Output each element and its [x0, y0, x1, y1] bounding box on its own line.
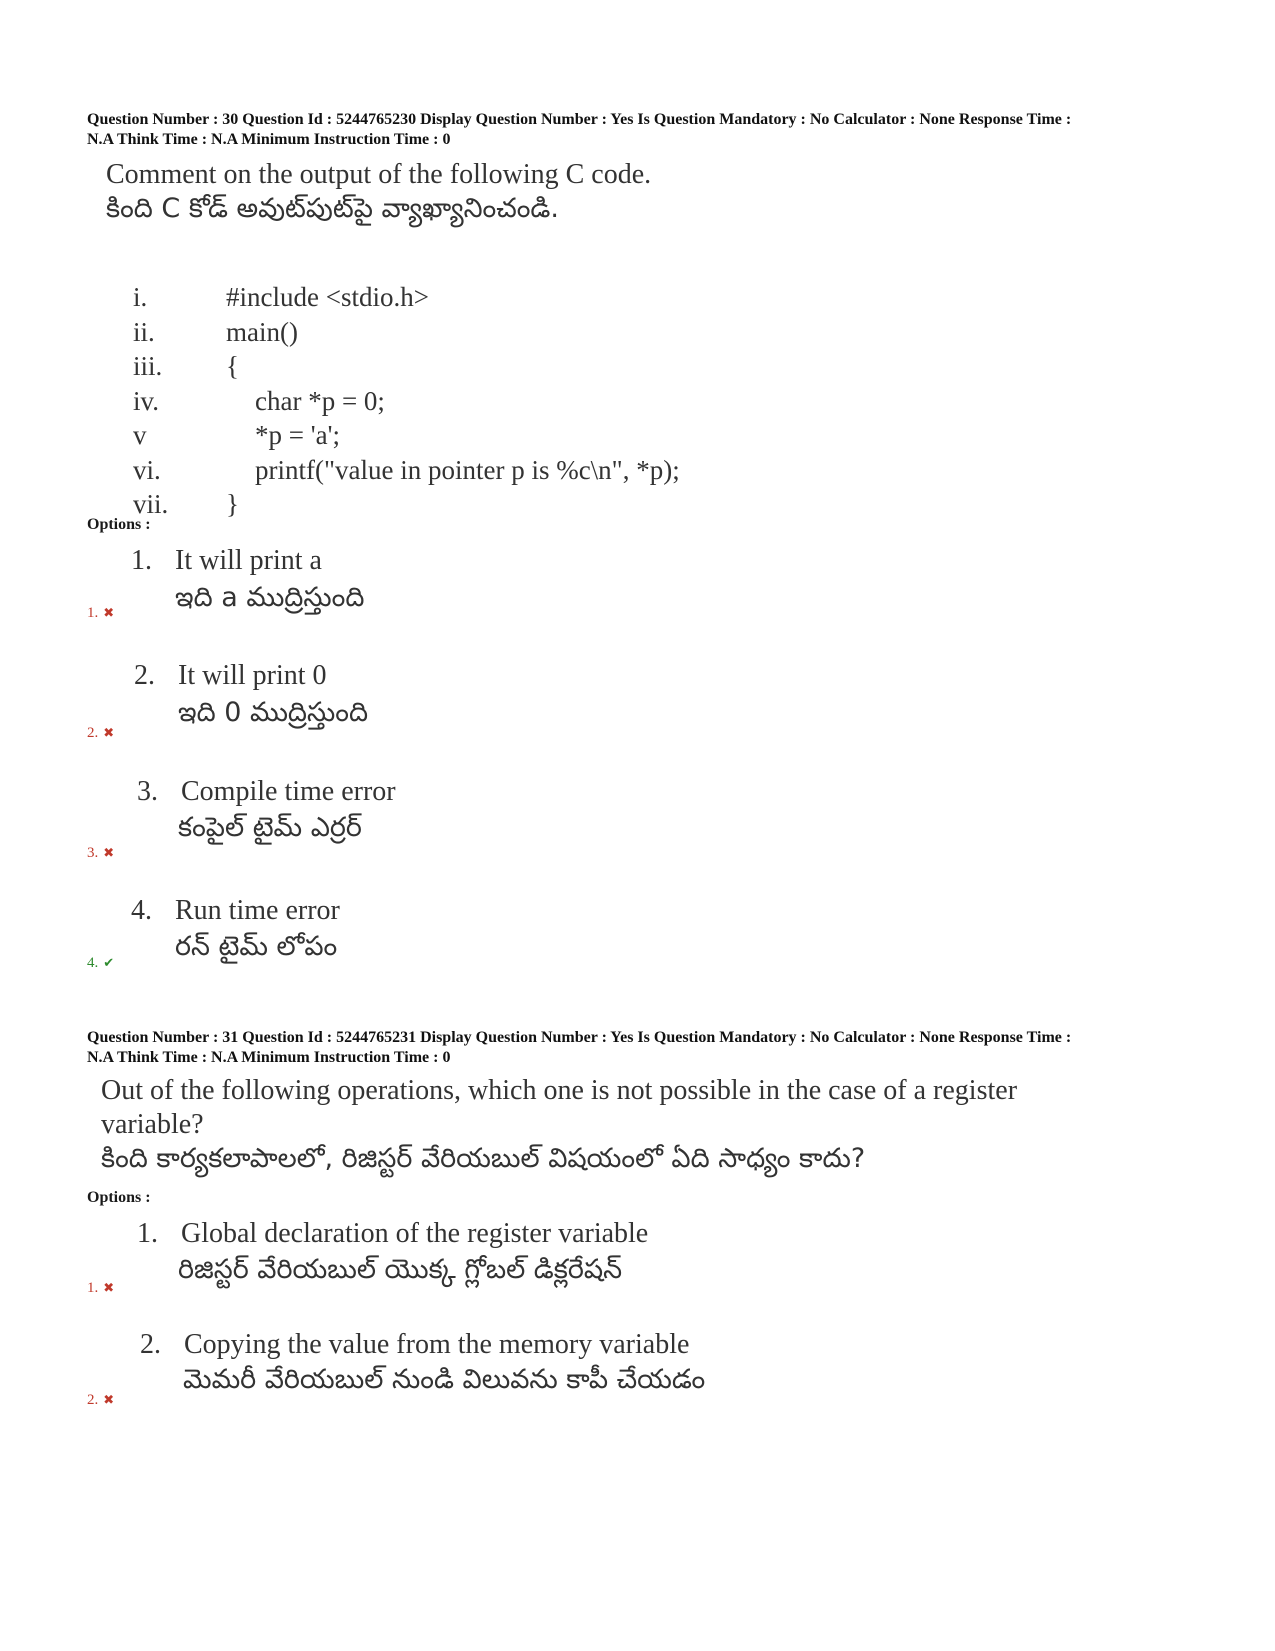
q30-meta-line-2: N.A Think Time : N.A Minimum Instruction Time : 0	[87, 131, 451, 148]
code-line-number: vii.	[133, 489, 169, 519]
code-line-number: vi.	[133, 454, 161, 485]
option-number: 2.	[140, 1329, 161, 1360]
q30-option-2-english	[134, 660, 327, 692]
marker-number: 2.	[87, 725, 99, 741]
option-text: It will print 0	[178, 660, 327, 691]
code-line-number: iii.	[133, 351, 163, 381]
code-line-source: #include <stdio.h>	[226, 282, 429, 312]
code-line-number: ii.	[133, 316, 155, 347]
option-text: Run time error	[175, 895, 340, 926]
code-line-source: printf("value in pointer p is %c\n", *p);	[255, 454, 680, 485]
q31-question-text	[101, 1074, 1017, 1176]
option-number: 2.	[134, 660, 155, 691]
q30-option-1-telugu: ఇది a ముద్రిస్తుంది	[175, 582, 365, 613]
code-line-source: }	[226, 489, 239, 519]
cross-icon: ✖	[103, 606, 115, 621]
code-line-number: iv.	[133, 385, 159, 416]
q30-option-4-marker	[87, 955, 114, 972]
q30-options-label: Options :	[87, 516, 151, 533]
q30-option-4-telugu: రన్ టైమ్ లోపం	[175, 931, 338, 962]
q31-option-1-telugu: రిజిస్టర్ వేరియబుల్ యొక్క గ్లోబల్ డిక్లరేషన్	[178, 1254, 623, 1285]
q31-meta-line-2: N.A Think Time : N.A Minimum Instruction Time : 0	[87, 1049, 451, 1066]
cross-icon: ✖	[103, 846, 115, 861]
option-text: Compile time error	[181, 776, 396, 807]
q30-question-telugu: కింది C కోడ్ అవుట్‌పుట్‌పై వ్యాఖ్యానించండి.	[106, 193, 559, 224]
q31-question-english-line-2: variable?	[101, 1109, 204, 1140]
code-line-number: i.	[133, 282, 148, 312]
check-icon: ✔	[103, 956, 115, 971]
marker-number: 4.	[87, 955, 99, 971]
q31-option-2-marker	[87, 1392, 114, 1409]
cross-icon: ✖	[103, 1281, 115, 1296]
code-line-source: char *p = 0;	[255, 385, 385, 416]
q30-question-text	[106, 158, 651, 226]
cross-icon: ✖	[103, 726, 115, 741]
q30-option-4-english	[131, 895, 340, 927]
code-line-source: *p = 'a';	[255, 420, 340, 450]
option-text: It will print a	[175, 545, 322, 576]
code-line-source: main()	[226, 316, 298, 347]
option-text: Global declaration of the register variable	[181, 1218, 649, 1249]
q30-option-3-marker	[87, 845, 114, 862]
q30-option-1-marker	[87, 605, 114, 622]
option-number: 3.	[137, 776, 158, 807]
cross-icon: ✖	[103, 1393, 115, 1408]
q31-meta-line-1: Question Number : 31 Question Id : 5244765231 Display Question Number : Yes Is Question Mandatory : No Calculator : None Response Time :	[87, 1029, 1072, 1046]
option-number: 4.	[131, 895, 152, 926]
q30-option-3-english	[137, 776, 396, 808]
q31-option-1-marker	[87, 1280, 114, 1297]
marker-number: 2.	[87, 1392, 99, 1408]
q30-question-english: Comment on the output of the following C code.	[106, 159, 652, 190]
q30-option-1-english	[131, 545, 322, 577]
q31-question-telugu: కింది కార్యకలాపాలలో, రిజిస్టర్ వేరియబుల్ విషయంలో ఏది సాధ్యం కాదు?	[101, 1143, 866, 1174]
q31-option-1-english	[137, 1218, 648, 1250]
code-line-number: v	[133, 420, 147, 450]
q31-option-2-telugu: మెమరీ వేరియబుల్ నుండి విలువను కాపీ చేయడం	[183, 1364, 706, 1395]
marker-number: 3.	[87, 845, 99, 861]
q30-option-2-telugu: ఇది 0 ముద్రిస్తుంది	[178, 697, 369, 728]
q31-options-label: Options :	[87, 1189, 151, 1206]
q31-metadata	[87, 1028, 1197, 1068]
marker-number: 1.	[87, 1280, 99, 1296]
q30-option-3-telugu: కంపైల్ టైమ్ ఎర్రర్	[178, 812, 362, 843]
q30-option-2-marker	[87, 725, 114, 742]
option-text: Copying the value from the memory variable	[184, 1329, 690, 1360]
q31-option-2-english	[140, 1329, 689, 1361]
q30-metadata	[87, 110, 1197, 150]
q31-question-english-line-1: Out of the following operations, which one is not possible in the case of a register	[101, 1075, 1018, 1106]
option-number: 1.	[131, 545, 152, 576]
option-number: 1.	[137, 1218, 158, 1249]
marker-number: 1.	[87, 605, 99, 621]
code-line-source: {	[226, 351, 239, 381]
q30-meta-line-1: Question Number : 30 Question Id : 5244765230 Display Question Number : Yes Is Question Mandatory : No Calculator : None Response Time :	[87, 111, 1072, 128]
